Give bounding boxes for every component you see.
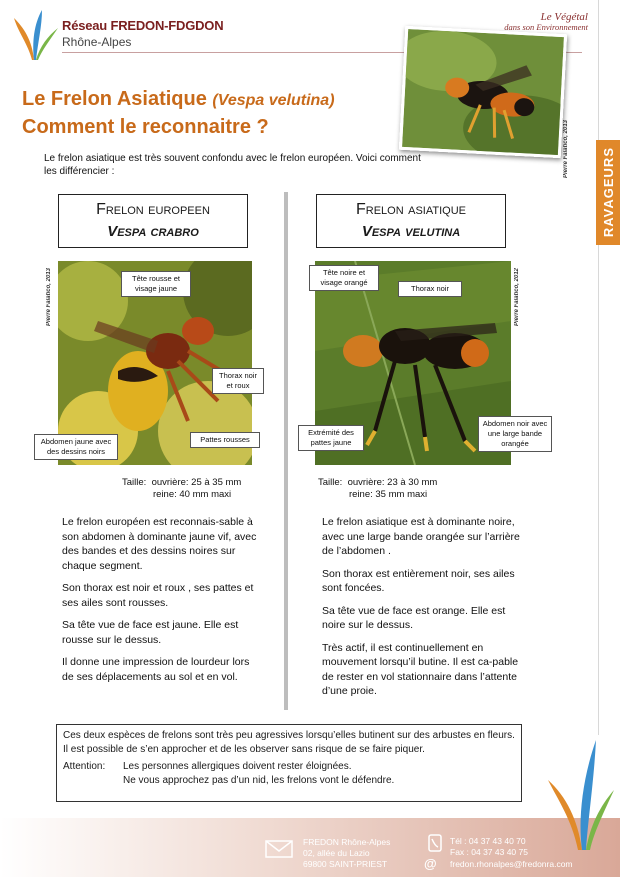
page-title [22, 86, 335, 140]
org-name: Réseau FREDON-FDGDON [62, 18, 224, 33]
european-label-head: Tête rousse et visage jaune [121, 271, 191, 297]
side-rule [598, 0, 599, 140]
phone-icon [428, 834, 442, 852]
european-name: Frelon europeen [96, 201, 210, 218]
european-label-thorax: Thorax noir et roux [212, 368, 264, 394]
european-description [62, 515, 262, 692]
org-region: Rhône-Alpes [62, 35, 132, 49]
footer-address [303, 837, 390, 870]
attention-label: Attention: [63, 761, 106, 772]
asian-paragraph: Le frelon asiatique est à dominante noire, avec une large bande orangée sur l’arrière de l’abdomen . [322, 516, 520, 557]
intro-text: Le frelon asiatique est très souvent confondu avec le frelon européen. Voici comment les différencier : [44, 153, 421, 177]
top-photo-credit: Pierre Falatico, 2013 [563, 120, 569, 179]
fredon-logo-icon [12, 8, 58, 60]
footer-phones [450, 836, 528, 858]
title-main: Le Frelon Asiatique [22, 88, 213, 110]
footer-address-1: FREDON Rhône-Alpes [303, 837, 391, 847]
footer-fax: Fax : 04 37 43 40 75 [450, 847, 528, 857]
title-subtitle: Comment le reconnaitre ? [22, 116, 269, 138]
asian-hornet-top-photo [399, 26, 567, 158]
title-latin: (Vespa velutina) [212, 92, 335, 109]
asian-label-thorax: Thorax noir [398, 281, 462, 297]
asian-latin: Vespa velutina [361, 223, 461, 240]
european-size [122, 477, 262, 501]
asian-paragraph: Sa tête vue de face est orange. Elle est noire sur le dessus. [322, 604, 506, 631]
attention-item-1: Les personnes allergiques doivent rester éloignées. [123, 761, 352, 772]
european-label-abdomen: Abdomen jaune avec des dessins noirs [34, 434, 118, 460]
side-rule-lower [598, 245, 599, 735]
asian-size [318, 477, 458, 501]
asian-name-box [316, 194, 506, 248]
at-icon: @ [424, 856, 437, 871]
tagline-line-1: Le Végétal [540, 11, 588, 23]
asian-size-label: Taille: [318, 477, 343, 488]
european-paragraph: Le frelon européen est reconnais-sable à son abdomen à dominante jaune vif, avec des bandes et des dessins noires sur chaque segment. [62, 516, 257, 572]
attention-item-2: Ne vous approchez pas d’un nid, les frelons vont le défendre. [123, 775, 395, 786]
european-name-box [58, 194, 248, 248]
asian-label-head: Tête noire et visage orangé [309, 265, 379, 291]
european-latin: Vespa crabro [107, 223, 199, 240]
european-paragraph: Sa tête vue de face est jaune. Elle est rousse sur le dessus. [62, 619, 239, 646]
asian-paragraph: Son thorax est entièrement noir, ses ailes sont foncées. [322, 567, 515, 594]
european-size-queen: reine: 40 mm maxi [153, 489, 232, 500]
category-tab [596, 140, 620, 245]
asian-description [322, 515, 522, 707]
attention-items [123, 760, 394, 788]
warning-box [56, 724, 522, 802]
footer-address-2: 02, allée du Lazio [303, 848, 370, 858]
tagline [504, 12, 588, 32]
warning-text: Ces deux espèces de frelons sont très peu agressives lorsqu’elles butinent sur des arbustes en fleurs. Il est possible de s’en approcher et de les observer sans risque de se faire piquer. [63, 730, 515, 755]
asian-label-abdomen: Abdomen noir avec une large bande orangée [478, 416, 552, 452]
asian-size-workers: ouvrière: 23 à 30 mm [347, 477, 438, 488]
footer-tel: Tél : 04 37 43 40 70 [450, 836, 526, 846]
european-label-legs: Pattes rousses [190, 432, 260, 448]
asian-paragraph: Très actif, il est continuellement en mouvement lorsqu’il butine. Il est ca-pable de rester en vol stationnaire dans l’attente d’une proie. [322, 641, 519, 697]
asian-name: Frelon asiatique [356, 201, 466, 218]
category-tab-label: RAVAGEURS [600, 147, 616, 238]
footer-address-3: 69800 SAINT-PRIEST [303, 859, 388, 869]
attention-row [63, 760, 515, 788]
mail-icon [265, 840, 293, 858]
european-paragraph: Son thorax est noir et roux , ses pattes et ses ailes sont rousses. [62, 582, 254, 609]
european-paragraph: Il donne une impression de lourdeur lors de ses déplacements au sol et en vol. [62, 656, 250, 683]
footer-email: fredon.rhonalpes@fredonra.com [450, 859, 573, 869]
asian-size-queen: reine: 35 mm maxi [349, 489, 428, 500]
asian-label-legs: Extrémité des pattes jaune [298, 425, 364, 451]
asian-photo-credit: Pierre Falatico, 2012 [514, 268, 520, 327]
european-size-workers: ouvrière: 25 à 35 mm [151, 477, 242, 488]
european-photo-credit: Pierre Falatico, 2013 [46, 268, 52, 327]
decorative-leaves-icon [548, 740, 614, 850]
european-size-label: Taille: [122, 477, 147, 488]
tagline-line-2: dans son Environnement [504, 22, 588, 32]
column-divider [284, 192, 288, 710]
